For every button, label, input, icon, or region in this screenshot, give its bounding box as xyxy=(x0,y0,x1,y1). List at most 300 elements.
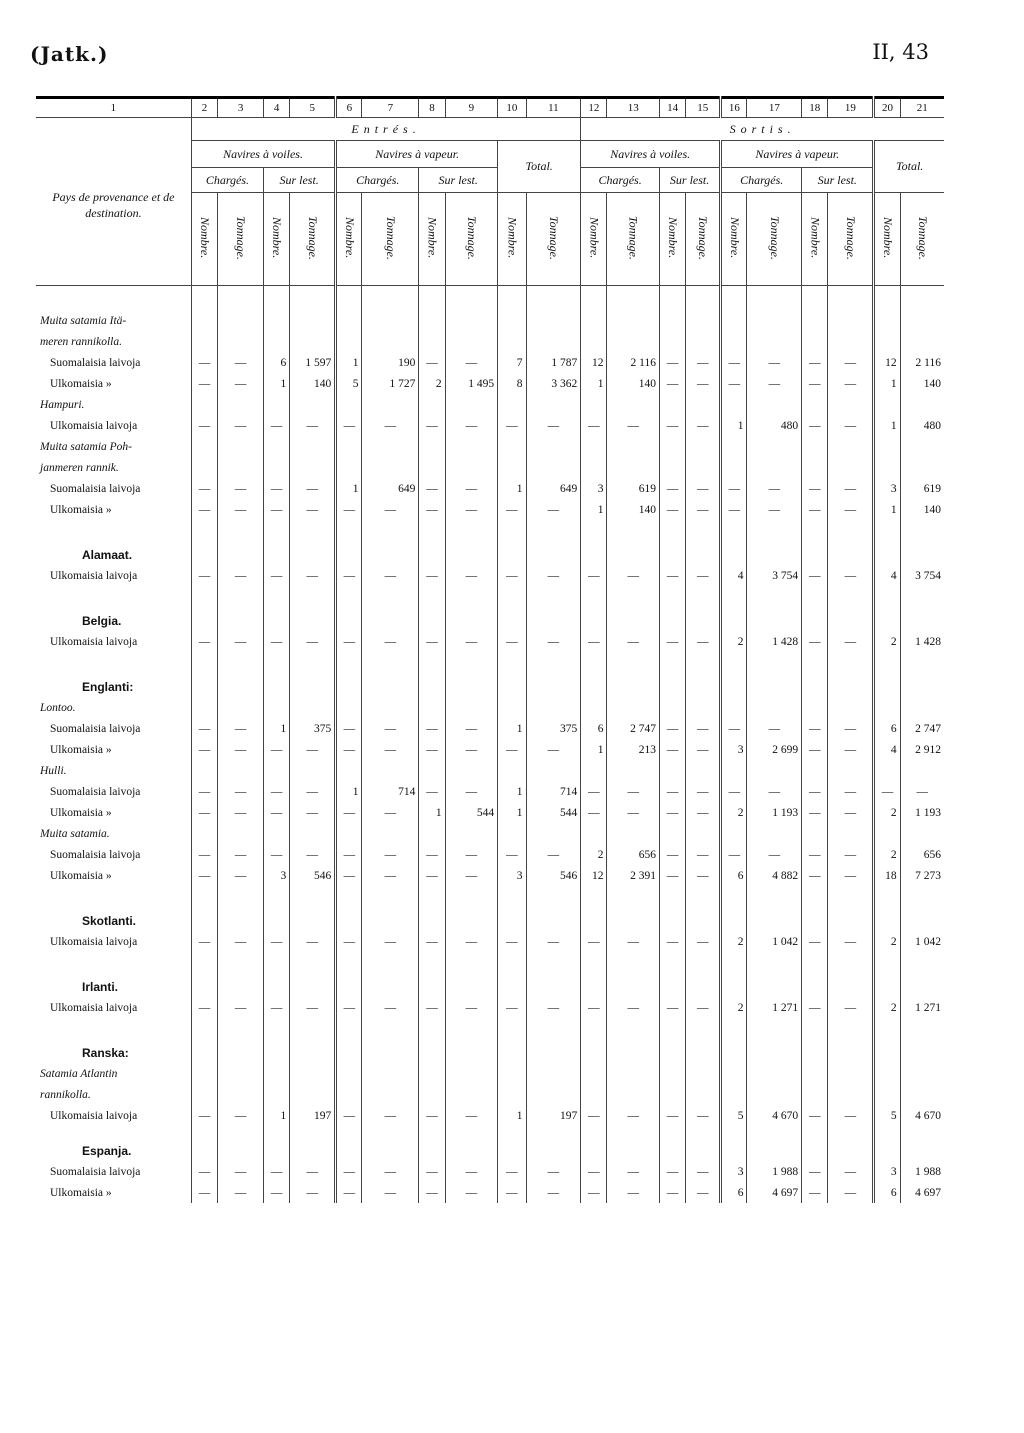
table-cell: 649 xyxy=(362,478,419,499)
tonnage-label: Tonnage. xyxy=(464,215,479,260)
table-cell: 4 xyxy=(874,739,900,760)
table-cell: 12 xyxy=(581,865,607,886)
table-cell: 6 xyxy=(721,1182,747,1203)
table-cell: — xyxy=(802,373,828,394)
table-cell: 1 193 xyxy=(900,802,944,823)
table-cell: 4 xyxy=(874,565,900,586)
table-cell: — xyxy=(802,478,828,499)
table-cell: — xyxy=(686,931,721,952)
table-cell: — xyxy=(802,1161,828,1182)
table-cell: — xyxy=(802,865,828,886)
table-cell: — xyxy=(526,565,581,586)
table-row xyxy=(36,1105,944,1126)
row-label: Ranska: xyxy=(82,1045,129,1060)
table-cell: — xyxy=(290,844,336,865)
table-cell: 190 xyxy=(362,352,419,373)
table-row xyxy=(36,844,944,865)
tonnage-header xyxy=(526,193,581,286)
column-number-row xyxy=(36,98,944,118)
table-cell: 1 xyxy=(336,352,362,373)
nombre-header xyxy=(802,193,828,286)
table-cell: 1 042 xyxy=(900,931,944,952)
table-cell: 3 754 xyxy=(900,565,944,586)
table-cell: — xyxy=(802,415,828,436)
table-cell: 6 xyxy=(874,718,900,739)
table-cell: — xyxy=(659,565,685,586)
table-cell: 1 495 xyxy=(445,373,498,394)
table-cell: 3 xyxy=(264,865,290,886)
table-cell: — xyxy=(686,631,721,652)
table-cell: — xyxy=(686,1161,721,1182)
table-cell: 7 xyxy=(498,352,526,373)
table-cell: — xyxy=(721,844,747,865)
table-cell: — xyxy=(264,739,290,760)
table-cell: — xyxy=(828,415,874,436)
table-cell: 1 xyxy=(498,718,526,739)
table-cell: — xyxy=(290,565,336,586)
table-cell: — xyxy=(218,739,264,760)
table-cell: 1 xyxy=(498,781,526,802)
table-cell: — xyxy=(802,352,828,373)
row-label: Muita satamia Itä- xyxy=(40,314,127,327)
table-cell: — xyxy=(264,844,290,865)
table-cell: — xyxy=(445,352,498,373)
table-cell: 4 670 xyxy=(747,1105,802,1126)
nombre-label: Nombre. xyxy=(505,216,520,259)
table-row xyxy=(36,565,944,586)
table-cell: 213 xyxy=(607,739,660,760)
table-cell: 480 xyxy=(747,415,802,436)
table-cell: — xyxy=(362,415,419,436)
table-cell: — xyxy=(686,865,721,886)
table-cell: — xyxy=(191,865,217,886)
spacer-row xyxy=(36,286,944,311)
table-cell: — xyxy=(526,931,581,952)
table-cell: — xyxy=(419,631,445,652)
table-cell: — xyxy=(218,631,264,652)
table-cell: 2 xyxy=(874,844,900,865)
row-label: Ulkomaisia » xyxy=(50,806,112,819)
table-row xyxy=(36,415,944,436)
table-cell: — xyxy=(445,718,498,739)
table-row xyxy=(36,352,944,373)
table-row xyxy=(36,1140,944,1161)
spacer-row xyxy=(36,586,944,610)
row-label: Ulkomaisia laivoja xyxy=(50,635,138,648)
table-cell: — xyxy=(828,373,874,394)
table-cell: — xyxy=(721,478,747,499)
table-cell: — xyxy=(581,802,607,823)
table-cell: — xyxy=(721,499,747,520)
table-row xyxy=(36,931,944,952)
nombre-label: Nombre. xyxy=(425,216,440,259)
table-cell: — xyxy=(362,997,419,1018)
table-cell: — xyxy=(419,478,445,499)
table-cell: — xyxy=(264,631,290,652)
table-cell: — xyxy=(828,718,874,739)
table-cell: 656 xyxy=(900,844,944,865)
column-number: 21 xyxy=(900,98,944,118)
table-cell: 619 xyxy=(900,478,944,499)
table-cell: 140 xyxy=(900,373,944,394)
table-cell: — xyxy=(362,739,419,760)
nombre-header xyxy=(874,193,900,286)
table-cell: 4 670 xyxy=(900,1105,944,1126)
table-cell: — xyxy=(218,802,264,823)
table-cell: 7 273 xyxy=(900,865,944,886)
table-cell: 1 xyxy=(498,802,526,823)
table-row xyxy=(36,544,944,565)
table-cell: 619 xyxy=(607,478,660,499)
table-cell: — xyxy=(581,1105,607,1126)
table-cell: — xyxy=(828,1182,874,1203)
sur-lest-header: Sur lest. xyxy=(659,168,720,193)
row-label: Skotlanti. xyxy=(82,913,137,928)
table-cell: 2 699 xyxy=(747,739,802,760)
table-row xyxy=(36,436,944,457)
nombre-label: Nombre. xyxy=(197,216,212,259)
table-cell: — xyxy=(336,1105,362,1126)
table-row xyxy=(36,997,944,1018)
table-cell: 546 xyxy=(290,865,336,886)
table-cell: 6 xyxy=(264,352,290,373)
table-cell: — xyxy=(686,802,721,823)
table-cell: — xyxy=(802,997,828,1018)
table-cell: — xyxy=(264,781,290,802)
table-cell: — xyxy=(686,373,721,394)
table-cell: — xyxy=(445,478,498,499)
table-row xyxy=(36,823,944,844)
row-label: Hulli. xyxy=(40,764,67,777)
table-cell: — xyxy=(218,781,264,802)
sortis-total-header: Total. xyxy=(874,141,944,193)
table-cell: — xyxy=(581,1182,607,1203)
table-cell: 3 xyxy=(874,478,900,499)
charges-header: Chargés. xyxy=(336,168,419,193)
table-cell: — xyxy=(747,844,802,865)
row-label: Suomalaisia laivoja xyxy=(50,848,141,861)
table-cell: — xyxy=(498,739,526,760)
table-cell: — xyxy=(290,997,336,1018)
table-row xyxy=(36,802,944,823)
table-cell: — xyxy=(191,739,217,760)
row-label: Suomalaisia laivoja xyxy=(50,722,141,735)
table-cell: 2 xyxy=(419,373,445,394)
spacer-row xyxy=(36,1126,944,1140)
table-cell: — xyxy=(445,865,498,886)
table-cell: — xyxy=(526,499,581,520)
table-cell: — xyxy=(802,844,828,865)
table-cell: — xyxy=(218,565,264,586)
row-label: Ulkomaisia laivoja xyxy=(50,1109,138,1122)
table-cell: — xyxy=(498,844,526,865)
row-label: Ulkomaisia » xyxy=(50,869,112,882)
table-row xyxy=(36,760,944,781)
table-cell: — xyxy=(336,718,362,739)
table-cell: — xyxy=(336,844,362,865)
table-row xyxy=(36,781,944,802)
table-cell: — xyxy=(802,718,828,739)
table-cell: — xyxy=(445,499,498,520)
table-cell: 140 xyxy=(900,499,944,520)
tonnage-label: Tonnage. xyxy=(626,215,641,260)
table-cell: 1 xyxy=(419,802,445,823)
table-cell: — xyxy=(419,718,445,739)
row-label: Alamaat. xyxy=(82,547,133,562)
table-cell: — xyxy=(581,631,607,652)
table-cell: — xyxy=(362,844,419,865)
table-cell: — xyxy=(336,1161,362,1182)
table-cell: 1 xyxy=(336,478,362,499)
table-cell: — xyxy=(686,997,721,1018)
table-cell: — xyxy=(445,631,498,652)
row-label: Muita satamia Poh- xyxy=(40,440,132,453)
table-cell: — xyxy=(191,844,217,865)
table-cell: — xyxy=(445,1161,498,1182)
table-cell: — xyxy=(828,802,874,823)
table-cell: — xyxy=(607,997,660,1018)
table-cell: — xyxy=(419,931,445,952)
entres-voiles-header: Navires à voiles. xyxy=(191,141,335,168)
table-cell: — xyxy=(290,1182,336,1203)
table-cell: 1 xyxy=(264,1105,290,1126)
table-cell: — xyxy=(721,718,747,739)
row-label: Ulkomaisia laivoja xyxy=(50,419,138,432)
table-cell: — xyxy=(721,781,747,802)
table-row xyxy=(36,1182,944,1203)
column-number: 18 xyxy=(802,98,828,118)
table-cell: — xyxy=(264,415,290,436)
table-cell: — xyxy=(336,739,362,760)
table-cell: — xyxy=(607,781,660,802)
table-cell: 1 428 xyxy=(900,631,944,652)
charges-header: Chargés. xyxy=(191,168,263,193)
table-cell: — xyxy=(659,1182,685,1203)
table-cell: — xyxy=(264,565,290,586)
table-row xyxy=(36,1161,944,1182)
table-cell: 2 747 xyxy=(900,718,944,739)
table-cell: — xyxy=(607,565,660,586)
column-number: 13 xyxy=(607,98,660,118)
table-cell: — xyxy=(659,415,685,436)
table-cell: — xyxy=(581,997,607,1018)
table-cell: — xyxy=(336,997,362,1018)
table-cell: — xyxy=(419,1161,445,1182)
table-cell: — xyxy=(191,352,217,373)
row-label: Suomalaisia laivoja xyxy=(50,785,141,798)
table-cell: 5 xyxy=(721,1105,747,1126)
table-cell: — xyxy=(191,1105,217,1126)
table-cell: 1 597 xyxy=(290,352,336,373)
table-row xyxy=(36,1042,944,1063)
table-cell: 1 193 xyxy=(747,802,802,823)
table-row xyxy=(36,631,944,652)
table-cell: — xyxy=(828,844,874,865)
table-cell: — xyxy=(526,1161,581,1182)
table-cell: — xyxy=(419,997,445,1018)
column-number: 15 xyxy=(686,98,721,118)
table-cell: — xyxy=(802,739,828,760)
entres-header: Entrés. xyxy=(191,118,580,141)
column-number: 2 xyxy=(191,98,217,118)
table-cell: 1 042 xyxy=(747,931,802,952)
table-cell: — xyxy=(362,1105,419,1126)
sortis-header: Sortis. xyxy=(581,118,944,141)
table-cell: — xyxy=(686,415,721,436)
table-cell: — xyxy=(498,415,526,436)
table-cell: — xyxy=(747,499,802,520)
table-cell: — xyxy=(747,718,802,739)
row-label: Irlanti. xyxy=(82,979,119,994)
table-cell: — xyxy=(828,781,874,802)
table-cell: — xyxy=(802,781,828,802)
table-cell: — xyxy=(191,499,217,520)
table-cell: — xyxy=(191,781,217,802)
table-cell: — xyxy=(498,997,526,1018)
table-cell: 3 xyxy=(721,739,747,760)
nombre-label: Nombre. xyxy=(587,216,602,259)
table-cell: — xyxy=(659,865,685,886)
table-cell: 656 xyxy=(607,844,660,865)
table-cell: 12 xyxy=(874,352,900,373)
table-row xyxy=(36,478,944,499)
table-cell: — xyxy=(828,1161,874,1182)
tonnage-label: Tonnage. xyxy=(546,215,561,260)
table-cell: 714 xyxy=(362,781,419,802)
table-cell: — xyxy=(290,415,336,436)
row-label: rannikolla. xyxy=(40,1088,91,1101)
table-cell: 1 xyxy=(581,373,607,394)
table-cell: — xyxy=(659,478,685,499)
nombre-header xyxy=(264,193,290,286)
tonnage-label: Tonnage. xyxy=(383,215,398,260)
tonnage-header xyxy=(218,193,264,286)
table-row xyxy=(36,373,944,394)
table-cell: 1 271 xyxy=(747,997,802,1018)
table-row xyxy=(36,1084,944,1105)
table-cell: — xyxy=(607,1182,660,1203)
table-cell: 544 xyxy=(526,802,581,823)
table-cell: — xyxy=(218,1182,264,1203)
direction-row xyxy=(36,118,944,141)
table-cell: — xyxy=(659,1105,685,1126)
table-cell: 1 xyxy=(874,415,900,436)
table-cell: — xyxy=(290,802,336,823)
table-cell: — xyxy=(828,997,874,1018)
table-cell: 197 xyxy=(290,1105,336,1126)
column-number: 4 xyxy=(264,98,290,118)
row-label: Satamia Atlantin xyxy=(40,1067,118,1080)
row-label: Suomalaisia laivoja xyxy=(50,356,141,369)
row-label: Ulkomaisia » xyxy=(50,503,112,516)
table-cell: — xyxy=(607,415,660,436)
row-label: Suomalaisia laivoja xyxy=(50,1165,141,1178)
table-cell: — xyxy=(828,931,874,952)
table-cell: 1 988 xyxy=(747,1161,802,1182)
table-cell: — xyxy=(191,565,217,586)
row-label: Belgia. xyxy=(82,613,122,628)
table-cell: 3 362 xyxy=(526,373,581,394)
table-cell: — xyxy=(264,997,290,1018)
table-cell: 2 xyxy=(581,844,607,865)
table-cell: 1 xyxy=(874,373,900,394)
table-cell: 649 xyxy=(526,478,581,499)
table-cell: — xyxy=(686,565,721,586)
table-cell: — xyxy=(526,415,581,436)
table-cell: — xyxy=(802,802,828,823)
row-label: Ulkomaisia laivoja xyxy=(50,935,138,948)
table-cell: 2 116 xyxy=(607,352,660,373)
table-cell: — xyxy=(659,997,685,1018)
entres-total-header: Total. xyxy=(498,141,581,193)
table-cell: — xyxy=(362,718,419,739)
table-cell: — xyxy=(802,499,828,520)
table-cell: — xyxy=(445,1182,498,1203)
table-cell: 5 xyxy=(336,373,362,394)
table-row xyxy=(36,910,944,931)
table-cell: 375 xyxy=(290,718,336,739)
table-cell: — xyxy=(336,931,362,952)
table-row xyxy=(36,331,944,352)
table-cell: 197 xyxy=(526,1105,581,1126)
table-cell: — xyxy=(336,415,362,436)
table-cell: — xyxy=(802,1182,828,1203)
table-row xyxy=(36,718,944,739)
table-cell: 5 xyxy=(874,1105,900,1126)
table-cell: — xyxy=(218,718,264,739)
table-cell: — xyxy=(659,718,685,739)
table-cell: — xyxy=(526,631,581,652)
row-label: Lontoo. xyxy=(40,701,76,714)
table-cell: — xyxy=(828,478,874,499)
table-cell: — xyxy=(336,802,362,823)
table-cell: 2 xyxy=(721,931,747,952)
table-cell: — xyxy=(419,565,445,586)
table-cell: — xyxy=(802,931,828,952)
table-cell: — xyxy=(686,352,721,373)
row-label: Ulkomaisia » xyxy=(50,377,112,390)
tonnage-header xyxy=(607,193,660,286)
table-cell: — xyxy=(828,565,874,586)
table-cell: 140 xyxy=(607,373,660,394)
table-row xyxy=(36,457,944,478)
table-cell: 1 xyxy=(581,499,607,520)
column-number: 6 xyxy=(336,98,362,118)
table-cell: — xyxy=(290,499,336,520)
sur-lest-header: Sur lest. xyxy=(802,168,874,193)
table-cell: — xyxy=(581,565,607,586)
table-cell: — xyxy=(218,931,264,952)
table-cell: 1 xyxy=(874,499,900,520)
table-cell: — xyxy=(336,565,362,586)
table-cell: 2 xyxy=(874,931,900,952)
page-number: II, 43 xyxy=(872,40,929,64)
table-cell: — xyxy=(828,352,874,373)
table-row xyxy=(36,697,944,718)
table-row xyxy=(36,676,944,697)
table-cell: — xyxy=(686,739,721,760)
table-cell: — xyxy=(290,631,336,652)
column-number: 19 xyxy=(828,98,874,118)
table-cell: — xyxy=(498,499,526,520)
table-cell: 2 xyxy=(721,631,747,652)
table-cell: — xyxy=(659,802,685,823)
table-cell: — xyxy=(419,739,445,760)
row-label: meren rannikolla. xyxy=(40,335,122,348)
continuation-label: (Jatk.) xyxy=(30,42,109,66)
table-cell: — xyxy=(290,478,336,499)
table-cell: — xyxy=(445,844,498,865)
